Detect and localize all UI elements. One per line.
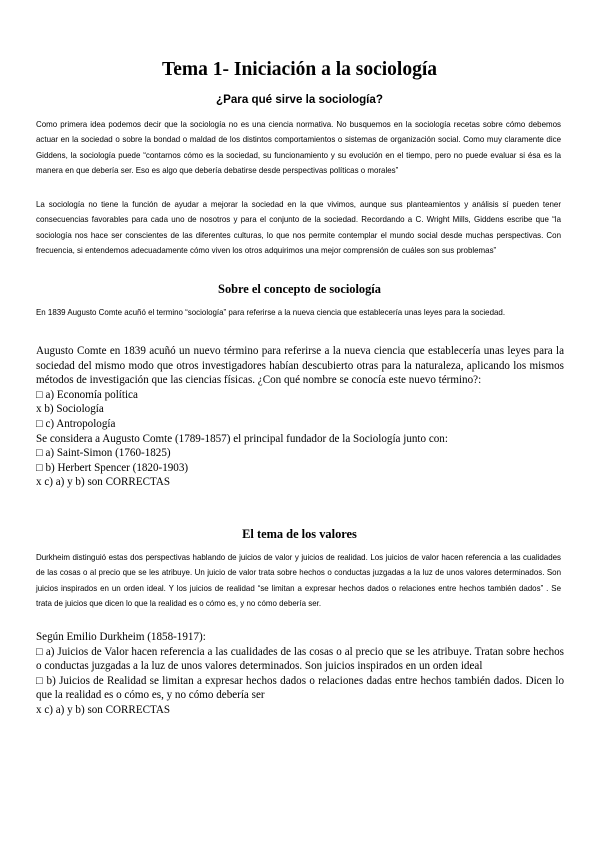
intro-paragraph-1: Como primera idea podemos decir que la sociología no es una ciencia normativa. No busquemos en la sociología recetas sobre cómo debemos actuar en la sociedad o sobre la bondad o maldad de los distintos comportamientos o sistemas de organización social. Como muy claramente dice Giddens, la sociología puede “contarnos cómo es la sociedad, su funcionamiento y su evolución en el tiempo, pero no puede evaluar si ésa es la manera en que debería ser. Eso es algo que debería debatirse desde perspectivas políticas o morales” xyxy=(36,120,561,176)
concept-paragraph: En 1839 Augusto Comte acuñó el termino “sociología” para referirse a la nueva ciencia que establecería unas leyes para la sociedad. xyxy=(36,308,506,317)
quiz-question-3: Según Emilio Durkheim (1858-1917): xyxy=(36,631,206,643)
page-title: Tema 1- Iniciación a la sociología xyxy=(162,59,437,80)
quiz-option-2b: □ b) Herbert Spencer (1820-1903) xyxy=(36,461,189,474)
quiz-question-1: Augusto Comte en 1839 acuñó un nuevo término para referirse a la nueva ciencia que establecería unas leyes para la sociedad del mismo modo que otros investigadores habían descubierto otras para la naturaleza, aplicando los mismos métodos de investigación que las ciencias físicas. ¿Con qué nombre se conocía este nuevo término?: xyxy=(36,345,564,387)
quiz-option-3b: □ b) Juicios de Realidad se limitan a expresar hechos dados o relaciones dadas entre hechos también dados. Dicen lo que la realidad es o cómo es, y no cómo debería ser xyxy=(36,674,564,702)
quiz-block-comte xyxy=(36,344,564,490)
section-subtitle: ¿Para qué sirve la sociología? xyxy=(216,93,383,106)
quiz-option-2c: x c) a) y b) son CORRECTAS xyxy=(36,476,171,489)
quiz-question-2: Se considera a Augusto Comte (1789-1857) el principal fundador de la Sociología junto con: xyxy=(36,432,448,445)
quiz-option-1a: □ a) Economía política xyxy=(36,388,138,401)
quiz-block-durkheim xyxy=(36,630,564,718)
concept-heading: Sobre el concepto de sociología xyxy=(218,282,381,296)
values-heading: El tema de los valores xyxy=(242,527,357,541)
quiz-option-2a: □ a) Saint-Simon (1760-1825) xyxy=(36,447,171,460)
intro-paragraph-2: La sociología no tiene la función de ayudar a mejorar la sociedad en la que vivimos, aunque sus planteamientos y análisis sí pueden tener consecuencias favorables para cada uno de nosotros y para el conjunto de la sociedad. Recordando a C. Wright Mills, Giddens escribe que “la sociología nos hace ser conscientes de las diferentes culturas, lo que nos permite contemplar el mundo social desde muchas perspectivas. Con frecuencia, si entendemos adecuadamente cómo viven los otros adquirimos una mejor comprensión de cuáles son sus problemas” xyxy=(36,200,561,256)
quiz-option-1c: □ c) Antropología xyxy=(36,417,116,430)
quiz-option-3a: □ a) Juicios de Valor hacen referencia a las cualidades de las cosas o al precio que se les atribuye. Tratan sobre hechos o conductas juzgadas a la luz de unos valores determinados. Son juicios inspirados en un orden ideal xyxy=(36,645,564,673)
quiz-option-1b: x b) Sociología xyxy=(36,403,104,416)
quiz-option-3c: x c) a) y b) son CORRECTAS xyxy=(36,703,171,716)
values-paragraph: Durkheim distinguió estas dos perspectivas hablando de juicios de valor y juicios de realidad. Los juicios de valor hacen referencia a las cualidades de las cosas o al precio que se les atribuye. Un juicio de valor trata sobre hechos o conductas juzgadas a la luz de unos valores determinados. Son juicios inspirados en un orden ideal. Y los juicios de realidad “se limitan a expresar hechos dados o relaciones entre hechos también dados” . Se trata de juicios que dicen lo que la realidad es o cómo es, y no cómo debería ser. xyxy=(36,553,561,609)
